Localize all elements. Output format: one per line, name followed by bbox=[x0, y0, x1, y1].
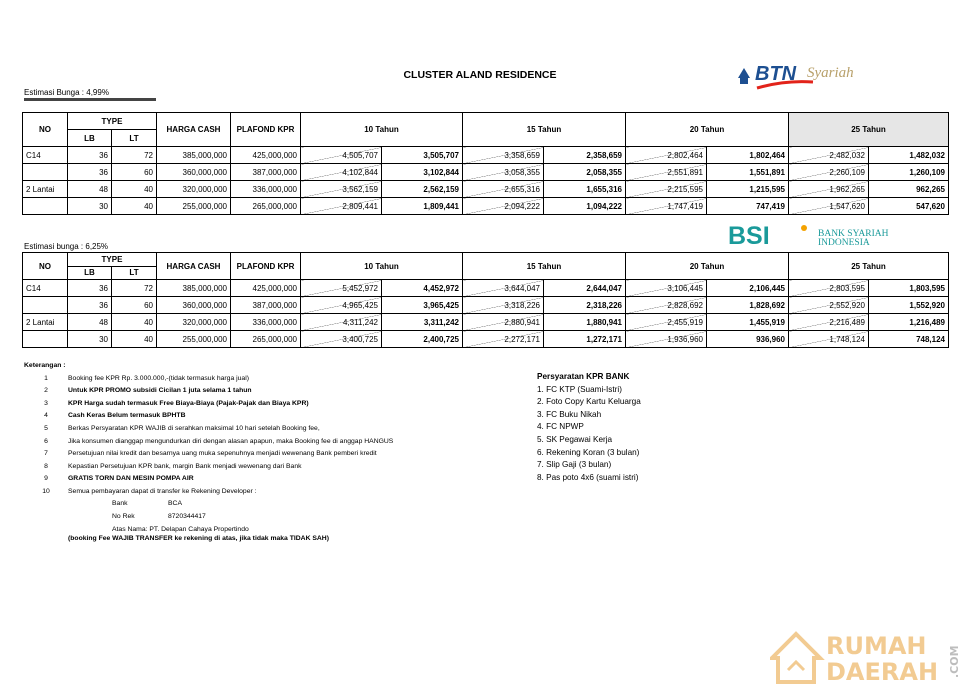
note-item bbox=[24, 410, 393, 423]
note-item bbox=[24, 461, 393, 474]
syariah-logo-text: Syariah bbox=[807, 65, 854, 81]
cell-no bbox=[23, 297, 68, 314]
notes-heading: Keterangan : bbox=[24, 362, 66, 369]
cell-no: 2 Lantai bbox=[23, 181, 68, 198]
cell-lt: 60 bbox=[112, 164, 157, 181]
cell-no: C14 bbox=[23, 280, 68, 297]
cell-installment-promo: 3,965,425 bbox=[382, 297, 463, 314]
cell-no bbox=[23, 331, 68, 348]
header-lb: LB bbox=[68, 266, 112, 280]
cell-installment-promo: 2,318,226 bbox=[544, 297, 626, 314]
cell-harga-cash: 320,000,000 bbox=[157, 314, 231, 331]
cell-installment: 2,551,891 bbox=[626, 164, 707, 181]
cell-installment: 2,802,464 bbox=[626, 147, 707, 164]
note-number: 9 bbox=[44, 475, 48, 483]
table-row bbox=[23, 280, 949, 297]
note-number: 8 bbox=[44, 462, 48, 470]
note-text: GRATIS TORN DAN MESIN POMPA AIR bbox=[68, 475, 194, 483]
cell-plafond-kpr: 336,000,000 bbox=[231, 314, 301, 331]
note-item bbox=[24, 473, 393, 486]
cell-installment-promo: 3,311,242 bbox=[382, 314, 463, 331]
note-text: Untuk KPR PROMO subsidi Cicilan 1 juta selama 1 tahun bbox=[68, 387, 252, 395]
header-type: TYPE bbox=[68, 253, 157, 267]
bsi-logo-text: BSI bbox=[728, 222, 770, 248]
note-text: Cash Keras Belum termasuk BPHTB bbox=[68, 412, 186, 420]
note-item bbox=[24, 385, 393, 398]
transfer-note: (booking Fee WAJIB TRANSFER ke rekening di atas, jika tidak maka TIDAK SAH) bbox=[68, 535, 329, 542]
cell-installment-promo: 1,094,222 bbox=[544, 198, 626, 215]
note-text: KPR Harga sudah termasuk Free Biaya-Biaya (Pajak-Pajak dan Biaya KPR) bbox=[68, 399, 309, 407]
cell-installment-promo: 1,802,464 bbox=[707, 147, 789, 164]
cell-harga-cash: 360,000,000 bbox=[157, 297, 231, 314]
requirement-item: 4. FC NPWP bbox=[537, 422, 584, 432]
header-lt: LT bbox=[112, 130, 157, 147]
cell-no bbox=[23, 164, 68, 181]
cell-installment: 2,880,941 bbox=[463, 314, 544, 331]
interest-estimate-1: Estimasi Bunga : 4,99% bbox=[24, 88, 156, 101]
cell-harga-cash: 385,000,000 bbox=[157, 280, 231, 297]
cell-installment-promo: 2,358,659 bbox=[544, 147, 626, 164]
cell-lt: 40 bbox=[112, 314, 157, 331]
cell-installment-promo: 1,880,941 bbox=[544, 314, 626, 331]
note-number: 4 bbox=[44, 412, 48, 420]
cell-installment: 2,216,489 bbox=[789, 314, 869, 331]
note-text: Booking fee KPR Rp. 3.000.000,-(tidak termasuk harga jual) bbox=[68, 374, 249, 382]
table-row bbox=[23, 164, 949, 181]
cell-lb: 48 bbox=[68, 314, 112, 331]
requirement-item: 8. Pas poto 4x6 (suami istri) bbox=[537, 472, 639, 482]
account-number-label: No Rek bbox=[112, 513, 135, 520]
account-number-value: 8720344417 bbox=[168, 513, 206, 520]
watermark-com: .COM bbox=[948, 645, 961, 678]
page-title: CLUSTER ALAND RESIDENCE bbox=[403, 69, 557, 81]
cell-installment: 2,272,171 bbox=[463, 331, 544, 348]
header-20-tahun: 20 Tahun bbox=[626, 253, 789, 280]
cell-installment: 4,505,707 bbox=[301, 147, 382, 164]
cell-installment: 3,358,659 bbox=[463, 147, 544, 164]
cell-lb: 48 bbox=[68, 181, 112, 198]
header-25-tahun: 25 Tahun bbox=[789, 113, 949, 147]
cell-lb: 30 bbox=[68, 198, 112, 215]
cell-installment: 2,482,032 bbox=[789, 147, 869, 164]
cell-installment: 4,102,844 bbox=[301, 164, 382, 181]
cell-installment: 3,644,047 bbox=[463, 280, 544, 297]
note-number: 7 bbox=[44, 450, 48, 458]
cell-lb: 36 bbox=[68, 164, 112, 181]
requirement-item: 1. FC KTP (Suami-Istri) bbox=[537, 384, 622, 394]
cell-lb: 30 bbox=[68, 331, 112, 348]
bank-details bbox=[112, 497, 249, 536]
header-20-tahun: 20 Tahun bbox=[626, 113, 789, 147]
cell-installment: 2,828,692 bbox=[626, 297, 707, 314]
note-item bbox=[24, 423, 393, 436]
cell-installment-promo: 1,655,316 bbox=[544, 181, 626, 198]
header-10-tahun: 10 Tahun bbox=[301, 113, 463, 147]
cell-installment: 2,455,919 bbox=[626, 314, 707, 331]
cell-installment-promo: 1,828,692 bbox=[707, 297, 789, 314]
cell-lb: 36 bbox=[68, 297, 112, 314]
header-15-tahun: 15 Tahun bbox=[463, 113, 626, 147]
cell-installment-promo: 4,452,972 bbox=[382, 280, 463, 297]
cell-installment: 1,962,265 bbox=[789, 181, 869, 198]
cell-plafond-kpr: 265,000,000 bbox=[231, 198, 301, 215]
account-holder: Atas Nama: PT. Delapan Cahaya Propertindo bbox=[112, 526, 249, 533]
cell-installment: 3,400,725 bbox=[301, 331, 382, 348]
header-15-tahun: 15 Tahun bbox=[463, 253, 626, 280]
cell-harga-cash: 255,000,000 bbox=[157, 331, 231, 348]
cell-lt: 40 bbox=[112, 181, 157, 198]
cell-harga-cash: 320,000,000 bbox=[157, 181, 231, 198]
cell-installment: 3,058,355 bbox=[463, 164, 544, 181]
table-row bbox=[23, 147, 949, 164]
cell-installment-promo: 2,058,355 bbox=[544, 164, 626, 181]
cell-installment: 3,318,226 bbox=[463, 297, 544, 314]
interest-estimate-2: Estimasi bunga : 6,25% bbox=[24, 242, 109, 251]
cell-installment-promo: 1,260,109 bbox=[869, 164, 949, 181]
note-text: Jika konsumen dianggap mengundurkan diri dengan alasan apapun, maka Booking fee di anggap HANGUS bbox=[68, 437, 394, 445]
cell-lt: 72 bbox=[112, 280, 157, 297]
header-harga-cash: HARGA CASH bbox=[157, 113, 231, 147]
cell-plafond-kpr: 336,000,000 bbox=[231, 181, 301, 198]
cell-lb: 36 bbox=[68, 280, 112, 297]
note-text: Persetujuan nilai kredit dan besarnya uang muka sepenuhnya menjadi wewenang Bank pemberi kredit bbox=[68, 450, 377, 458]
table-row bbox=[23, 198, 949, 215]
cell-installment: 4,965,425 bbox=[301, 297, 382, 314]
cell-harga-cash: 255,000,000 bbox=[157, 198, 231, 215]
requirement-item: 6. Rekening Koran (3 bulan) bbox=[537, 447, 640, 457]
header-type: TYPE bbox=[68, 113, 157, 130]
header-lt: LT bbox=[112, 266, 157, 280]
rumahdaerah-watermark bbox=[770, 628, 970, 686]
notes-section bbox=[24, 360, 393, 499]
requirement-item: 5. SK Pegawai Kerja bbox=[537, 434, 613, 444]
cell-installment-promo: 2,562,159 bbox=[382, 181, 463, 198]
header-harga-cash: HARGA CASH bbox=[157, 253, 231, 280]
cell-installment: 2,552,920 bbox=[789, 297, 869, 314]
cell-lt: 72 bbox=[112, 147, 157, 164]
note-item bbox=[24, 436, 393, 449]
cell-no: C14 bbox=[23, 147, 68, 164]
cell-installment-promo: 2,400,725 bbox=[382, 331, 463, 348]
table-row bbox=[23, 314, 949, 331]
table-row bbox=[23, 181, 949, 198]
cell-installment-promo: 747,419 bbox=[707, 198, 789, 215]
cell-installment-promo: 3,505,707 bbox=[382, 147, 463, 164]
cell-plafond-kpr: 387,000,000 bbox=[231, 164, 301, 181]
note-number: 3 bbox=[44, 399, 48, 407]
table-row bbox=[23, 331, 949, 348]
header-lb: LB bbox=[68, 130, 112, 147]
requirements-section bbox=[537, 371, 641, 484]
cell-installment: 1,747,419 bbox=[626, 198, 707, 215]
cell-installment-promo: 2,106,445 bbox=[707, 280, 789, 297]
cell-harga-cash: 360,000,000 bbox=[157, 164, 231, 181]
bsi-logo bbox=[728, 222, 938, 248]
cell-installment: 4,311,242 bbox=[301, 314, 382, 331]
btn-logo-text: BTN bbox=[755, 63, 797, 85]
cell-plafond-kpr: 265,000,000 bbox=[231, 331, 301, 348]
cell-lt: 40 bbox=[112, 331, 157, 348]
cell-installment: 3,106,445 bbox=[626, 280, 707, 297]
cell-installment: 2,809,441 bbox=[301, 198, 382, 215]
note-number: 2 bbox=[44, 387, 48, 395]
cell-installment-promo: 962,265 bbox=[869, 181, 949, 198]
notes-list bbox=[24, 373, 393, 499]
cell-installment-promo: 1,216,489 bbox=[869, 314, 949, 331]
cell-installment-promo: 1,552,920 bbox=[869, 297, 949, 314]
cell-plafond-kpr: 387,000,000 bbox=[231, 297, 301, 314]
watermark-daerah: DAERAH bbox=[826, 658, 939, 686]
requirement-item: 7. Slip Gaji (3 bulan) bbox=[537, 460, 612, 470]
requirements-list bbox=[537, 384, 641, 485]
cell-no bbox=[23, 198, 68, 215]
cell-installment-promo: 1,482,032 bbox=[869, 147, 949, 164]
cell-installment-promo: 2,644,047 bbox=[544, 280, 626, 297]
bsi-sub1: BANK SYARIAH bbox=[818, 229, 889, 239]
kpr-table-2 bbox=[22, 252, 949, 348]
cell-lb: 36 bbox=[68, 147, 112, 164]
table-2-body bbox=[23, 280, 949, 348]
header-plafond-kpr: PLAFOND KPR bbox=[231, 113, 301, 147]
note-number: 1 bbox=[44, 374, 48, 382]
requirement-item: 3. FC Buku Nikah bbox=[537, 409, 602, 419]
note-text: Semua pembayaran dapat di transfer ke Rekening Developer : bbox=[68, 487, 257, 495]
cell-plafond-kpr: 425,000,000 bbox=[231, 147, 301, 164]
header-10-tahun: 10 Tahun bbox=[301, 253, 463, 280]
cell-installment-promo: 1,803,595 bbox=[869, 280, 949, 297]
note-item bbox=[24, 398, 393, 411]
cell-installment-promo: 936,960 bbox=[707, 331, 789, 348]
header-no: NO bbox=[23, 113, 68, 147]
cell-installment: 2,215,595 bbox=[626, 181, 707, 198]
bank-value: BCA bbox=[168, 500, 182, 507]
cell-installment-promo: 1,455,919 bbox=[707, 314, 789, 331]
btn-syariah-logo bbox=[735, 58, 875, 92]
cell-installment-promo: 1,272,171 bbox=[544, 331, 626, 348]
cell-installment-promo: 3,102,844 bbox=[382, 164, 463, 181]
header-no: NO bbox=[23, 253, 68, 280]
cell-lt: 60 bbox=[112, 297, 157, 314]
requirement-item: 2. Foto Copy Kartu Keluarga bbox=[537, 397, 641, 407]
cell-installment: 2,803,595 bbox=[789, 280, 869, 297]
cell-installment: 1,748,124 bbox=[789, 331, 869, 348]
table-row bbox=[23, 297, 949, 314]
cell-installment: 2,655,316 bbox=[463, 181, 544, 198]
note-number: 5 bbox=[44, 424, 48, 432]
header-plafond-kpr: PLAFOND KPR bbox=[231, 253, 301, 280]
note-text: Kepastian Persetujuan KPR bank, margin Bank menjadi wewenang dari Bank bbox=[68, 462, 302, 470]
note-number: 6 bbox=[44, 437, 48, 445]
bsi-sub2: INDONESIA bbox=[818, 238, 870, 248]
cell-no: 2 Lantai bbox=[23, 314, 68, 331]
cell-installment: 2,094,222 bbox=[463, 198, 544, 215]
cell-installment: 5,452,972 bbox=[301, 280, 382, 297]
cell-installment-promo: 1,215,595 bbox=[707, 181, 789, 198]
cell-lt: 40 bbox=[112, 198, 157, 215]
requirements-heading: Persyaratan KPR BANK bbox=[537, 372, 630, 381]
cell-installment: 3,562,159 bbox=[301, 181, 382, 198]
note-text: Berkas Persyaratan KPR WAJIB di serahkan maksimal 10 hari setelah Booking fee, bbox=[68, 424, 320, 432]
cell-installment: 1,547,620 bbox=[789, 198, 869, 215]
cell-installment-promo: 1,809,441 bbox=[382, 198, 463, 215]
cell-installment: 2,260,109 bbox=[789, 164, 869, 181]
note-item bbox=[24, 373, 393, 386]
cell-installment-promo: 748,124 bbox=[869, 331, 949, 348]
kpr-table-1 bbox=[22, 112, 949, 215]
cell-installment-promo: 547,620 bbox=[869, 198, 949, 215]
cell-installment-promo: 1,551,891 bbox=[707, 164, 789, 181]
table-1-body bbox=[23, 147, 949, 215]
watermark-rumah: RUMAH bbox=[826, 632, 927, 660]
bank-label: Bank bbox=[112, 500, 128, 507]
cell-plafond-kpr: 425,000,000 bbox=[231, 280, 301, 297]
cell-installment: 1,936,960 bbox=[626, 331, 707, 348]
note-number: 10 bbox=[42, 487, 50, 495]
note-item bbox=[24, 448, 393, 461]
header-25-tahun: 25 Tahun bbox=[789, 253, 949, 280]
cell-harga-cash: 385,000,000 bbox=[157, 147, 231, 164]
